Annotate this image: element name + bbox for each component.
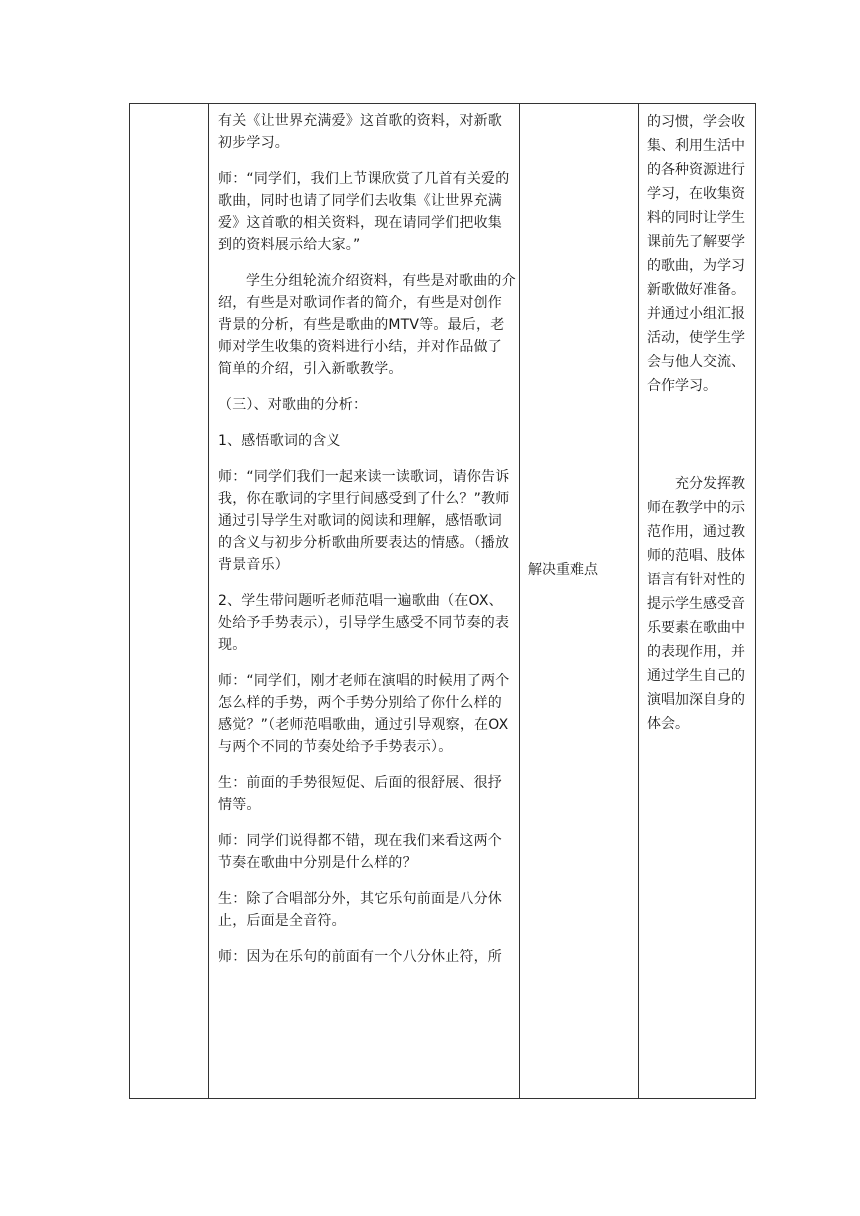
step-listen-demo: 2、学生带问题听老师范唱一遍歌曲（在OX、处给予手势表示），引导学生感受不同节奏的表现。 <box>218 593 510 653</box>
paragraph-material-intro: 有关《让世界充满爱》这首歌的资料，对新歌初步学习。 <box>218 113 502 151</box>
step-lyrics-meaning: 1、感悟歌词的含义 <box>218 433 341 449</box>
design-intent-cell <box>639 104 756 1098</box>
intent-paragraph-1: 的习惯，学会收集、利用生活中的各种资源进行学习，在收集资料的同时让学生课前先了解要学的歌曲，为学习新歌做好准备。并通过小组汇报活动，使学生学会与他人交流、合作学习。 <box>647 114 745 394</box>
paragraph-student-answer-2: 生：除了合唱部分外，其它乐句前面是八分休止，后面是全音符。 <box>218 891 502 929</box>
column-divider <box>208 104 209 1098</box>
teaching-process-cell <box>210 104 520 1098</box>
paragraph-read-lyrics: 师：“同学们我们一起来读一读歌词，请你告诉我，你在歌词的字里行间感受到了什么？”教师通过引导学生对歌词的阅读和理解，感悟歌词的含义与初步分析歌曲所要表达的情感。（播放背景音乐） <box>218 469 510 573</box>
paragraph-teacher-comment: 师：同学们说得都不错，现在我们来看这两个节奏在歌曲中分别是什么样的？ <box>218 833 502 871</box>
stage-label: 解决重难点 <box>528 562 598 578</box>
paragraph-gesture-question: 师：“同学们，刚才老师在演唱的时候用了两个怎么样的手势，两个手势分别给了你什么样的感觉？”（老师范唱歌曲，通过引导观察，在OX与两个不同的节奏处给予手势表示）。 <box>218 673 510 755</box>
lesson-plan-table <box>129 103 756 1099</box>
paragraph-group-presentation: 学生分组轮流介绍资料，有些是对歌曲的介绍，有些是对歌词作者的简介，有些是对创作背景的分析，有些是歌曲的MTV等。最后，老师对学生收集的资料进行小结，并对作品做了简单的介绍，引入新歌教学。 <box>218 273 516 377</box>
paragraph-student-answer-1: 生：前面的手势很短促、后面的很舒展、很抒情等。 <box>218 775 502 813</box>
paragraph-teacher-explain: 师：因为在乐句的前面有一个八分休止符，所 <box>218 949 502 965</box>
section-heading-analysis: （三）、对歌曲的分析： <box>218 397 368 413</box>
intent-paragraph-2: 充分发挥教师在教学中的示范作用，通过教师的范唱、肢体语言有针对性的提示学生感受音乐要素在歌曲中的表现作用，并通过学生自己的演唱加深自身的体会。 <box>647 476 745 732</box>
stage-cell <box>520 104 638 1098</box>
paragraph-teacher-request: 师：“同学们，我们上节课欣赏了几首有关爱的歌曲，同时也请了同学们去收集《让世界充满爱》这首歌的相关资料，现在请同学们把收集到的资料展示给大家。” <box>218 171 510 253</box>
